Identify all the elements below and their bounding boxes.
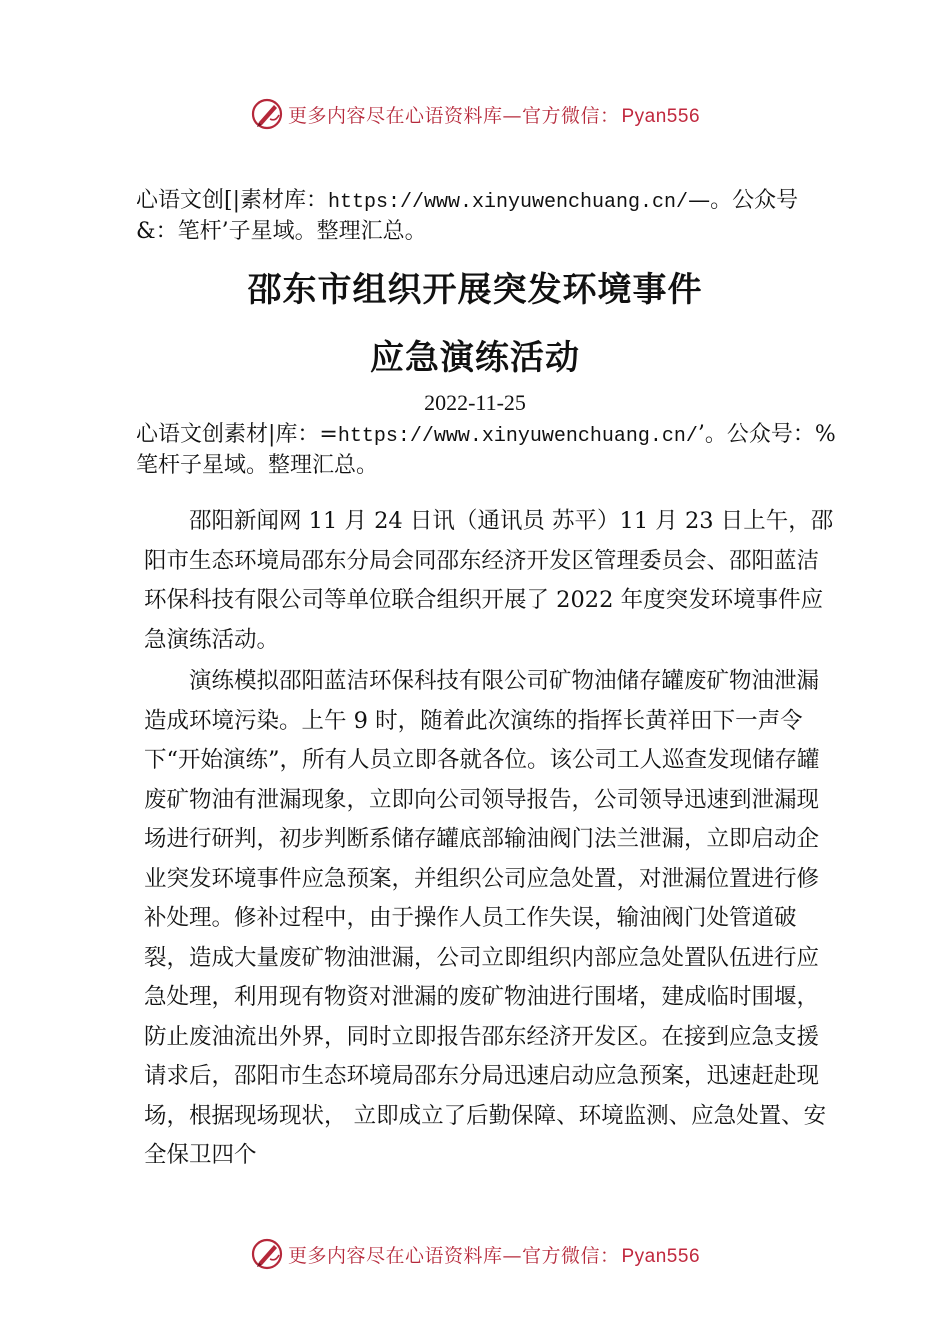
watermark-brand: 更多内容尽在心语资料库 [287,104,503,127]
body-paragraph-2 [144,662,834,1176]
source-note-top-part1: 心语文创[|素材库： [136,188,328,213]
source-note-mid-part1: 心语文创素材|库：= [136,422,338,447]
page-title-line2: 应急演练活动 [370,338,580,378]
watermark-footer [0,1232,950,1276]
watermark-dash: — [502,1244,522,1267]
watermark-wechat-label: 官方微信： [521,1244,620,1267]
pen-logo-icon [250,1237,284,1271]
source-note-top-url: https://www.xinyuwenchuang.cn/ [328,191,689,214]
watermark-header [0,92,950,136]
paragraph-text-1: 邵阳新闻网 11 月 24 日讯（通讯员 苏平）11 月 23 日上午，邵阳市生态环境局邵东分局会同邵东经济开发区管理委员会、邵阳蓝洁环保科技有限公司等单位联合组织开展了 2022 年度突发环境事件应急演练活动。 [144,508,834,653]
source-note-top-part2: —。公众号&：笔杆’子星域。整理汇总。 [136,188,799,244]
body-paragraph-1 [144,502,834,660]
watermark-wechat-id: Pyan556 [621,1245,701,1267]
source-note-mid [136,420,836,480]
watermark-text [288,1241,700,1268]
source-note-mid-url: https://www.xinyuwenchuang.cn/ [337,425,698,448]
watermark-wechat-label: 官方微信： [521,104,620,127]
source-note-mid-part2: ’。公众号：%笔杆子星域。整理汇总。 [136,422,836,478]
pen-logo-icon [250,97,284,131]
page-title-line1: 邵东市组织开展突发环境事件 [247,270,703,310]
publish-date: 2022-11-25 [424,390,526,415]
watermark-text [288,101,700,128]
watermark-dash: — [502,104,522,127]
watermark-wechat-id: Pyan556 [621,105,701,127]
source-note-top [136,186,836,246]
paragraph-text-2: 演练模拟邵阳蓝洁环保科技有限公司矿物油储存罐废矿物油泄漏造成环境污染。上午 9 时，随着此次演练的指挥长黄祥田下一声令下“开始演练”，所有人员立即各就各位。该公司工人巡查发现储存罐废矿物油有泄漏现象，立即向公司领导报告，公司领导迅速到泄漏现场进行研判，初步判断系储存罐底部输油阀门法兰泄漏，立即启动企业突发环境事件应急预案，并组织公司应急处置，对泄漏位置进行修补处理。修补过程中，由于操作人员工作失误，输油阀门处管道破裂，造成大量废矿物油泄漏，公司立即组织内部应急处置队伍进行应急处理，利用现有物资对泄漏的废矿物油进行围堵，建成临时围堰，防止废油流出外界，同时立即报告邵东经济开发区。在接到应急支援请求后，邵阳市生态环境局邵东分局迅速启动应急预案，迅速赶赴现场，根据现场现状， 立即成立了后勤保障、环境监测、应急处置、安全保卫四个 [144,668,827,1168]
watermark-brand: 更多内容尽在心语资料库 [287,1244,503,1267]
